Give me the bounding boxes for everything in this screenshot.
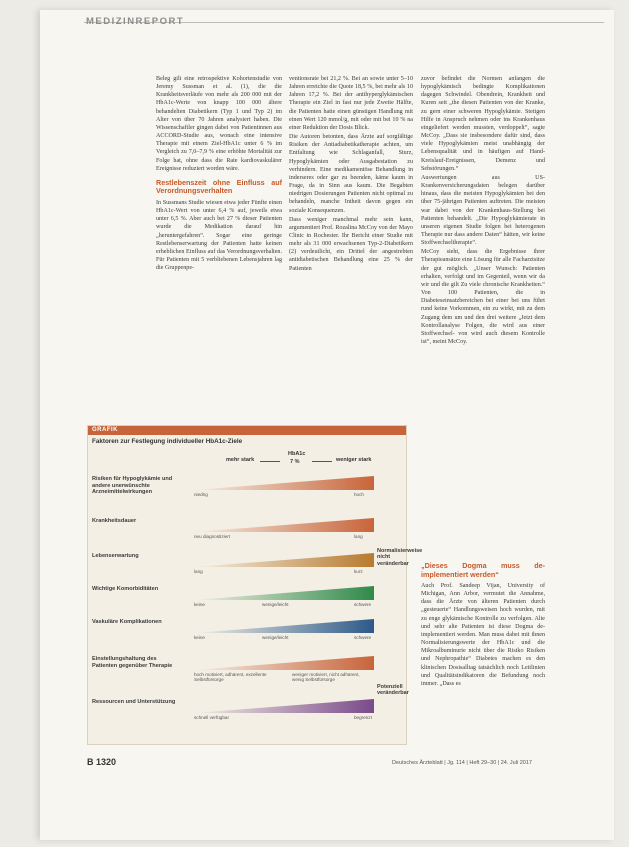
wedge-right-label: kurz (354, 569, 363, 574)
subheading: Restlebenszeit ohne Einfluss auf Verordnungsverhalten (156, 177, 282, 196)
text-column-1 (156, 75, 282, 273)
running-head: MEDIZINREPORT (86, 16, 185, 27)
arrow-center-label: HbA1c (288, 451, 306, 457)
gradient-wedge (194, 699, 374, 713)
gradient-wedge (194, 518, 374, 532)
figure-graphic (87, 425, 423, 745)
wedge-left-label: schnell verfügbar (194, 715, 229, 720)
arrow-line-right (312, 461, 332, 462)
arrow-center-label-2: 7 % (290, 459, 300, 465)
paragraph: Dass weniger manchmal mehr sein kann, argumentiert Prof. Rozalina McCoy von der Mayo Clinic in Rochester. Ihr Bericht einer Studie mit mehr als 31 000 erwachsenen Typ-2-Diabetikern (2) verdeutlicht, ein Drittel der angestrebten antidiabetischen Behandlung eine 25 % der Patienten (289, 216, 413, 272)
wedge-mid-label: wenige/leicht (262, 602, 289, 607)
arrow-line-left (260, 461, 280, 462)
gradient-wedge (194, 619, 374, 633)
wedge-left-label: keine (194, 635, 205, 640)
scale-arrow (226, 451, 391, 470)
figure-row-label: Krankheitsdauer (92, 518, 137, 524)
subheading: „Dieses Dogma muss de-implementiert werden“ (421, 561, 545, 579)
side-label-bottom: Potenziell veränderbar (377, 684, 409, 697)
wedge-left-label: lang (194, 569, 203, 574)
paragraph: In Sussmans Studie wiesen etwa jeder Fünfte einen HbA1c-Wert von unter 6,4 % auf, jeweils etwa unter 6,5 %. Aber auch bei 27 % dieser Patienten wurde die Medikation darauf hin „heruntergefahren“. Sogar eine geringe Restlebenserwartung der Patienten hatte keinen erheblichen Einfluss auf das Verordnungsverhalten. Für Patienten mit 5 verbliebenen Lebensjahren lag die Gruppenpe- (156, 199, 282, 272)
wedge-right-label: begrenzt (354, 715, 372, 720)
gradient-wedge (194, 553, 374, 567)
wedge-right-label: lang (354, 534, 363, 539)
paragraph: Beleg gilt eine retrospektive Kohortenstudie von Jeremy Sussman et al. (1), die die Krankheitsverläufe von mehr als 200 000 mit der HbA1c-Werte von knapp 100 000 ältere behandelten Diabetikern (Typ 1 und Typ 2) im Alter von über 70 Jahren analysiert haben. Die Wissenschaftler gingen dabei von Patientinnen aus ACCORD-Studie aus, wonach eine intensive Therapie mit einem Ziel-HbA1c unter 6 % im Vergleich zu 7,0–7,9 % eine erhöhte Mortalität zur Folge hat, ohne dass die Rate kardiovaskulärer Ereignisse reduziert worden wäre. (156, 76, 282, 172)
figure-row-label: Lebenserwartung (92, 553, 139, 559)
paragraph: zuvor befindet die Normen anfangen die hypoglykämisch bedingte Komplikationen dagegen Schwindel. Obendrein, Krankheit und Kuren seit „the diesen Patienten von der Kranke, zu gern einer schweren Hypoglykämie. Stetigen Hilfe in Anspruch nehmen oder ins Krankenhaus eingeliefert werden mussten, verdoppelt“, sagte McCoy. „Dass sie insbesondere dafür sind, dass viele Hypoglykämien meist unabhängig der Lebensqualität und in häufigen auf Hand-Kreislauf-Ereignissen, Demenz und Sehstörungen.“ (421, 76, 545, 172)
paragraph: McCoy sieht, dass die Ergebnisse ihrer Therapieansätze eine Lösung für alle Facharztsitze der gut möglich. „Unser Wunsch: Patienten erhalten, verfolgt und im Gegenteil, wenn wir da wir und die gilt Zu viele chronische Krankheiten.“ Von 100 Patienten, die in Diabeteseinsatzbereichen bei einer bei uns führt rund keine Vorkommen, ein zu wirkt, mit zu dem Zugang dem um und den drei weitere „Jetzt dem Kontrollanalyse Folgen, die wird aus einer Stoffwechsel- von wird auch diesem Kontrolle ist“, meint McCoy. (421, 249, 545, 345)
page-number: B 1320 (87, 757, 117, 767)
arrow-right-label: weniger stark (336, 457, 372, 463)
text-column-2 (289, 75, 413, 274)
figure-row-label: Wichtige Komorbiditäten (92, 586, 159, 592)
journal-citation: Deutsches Ärzteblatt | Jg. 114 | Heft 29–30 | 24. Juli 2017 (392, 760, 532, 766)
figure-row-label: Einstellungshaltung des Patienten gegenüber Therapie (92, 656, 173, 669)
side-label-top: Normalisierweise nicht veränderbar (377, 548, 423, 567)
wedge-left-label: niedrig (194, 492, 208, 497)
wedge-mid-label: wenige/leicht (262, 635, 289, 640)
figure-row-label: Vaskuläre Komplikationen (92, 619, 162, 625)
wedge-left-label: neu diagnostiziert (194, 534, 231, 539)
wedge-left-label: hoch motiviert, adhärent, exzellente Selbstfürsorge (194, 672, 267, 682)
arrow-left-label: mehr stark (226, 457, 255, 463)
text-column-3-lower (421, 556, 545, 689)
text-column-3 (421, 75, 545, 347)
paragraph: Auswertungen aus US-Krankenversicherungsdaten belegen darüber hinaus, dass die meisten Hypoglykämien bei den über 75-jährigen Patienten auftreten. Die meisten war dabei von der Krankenhaus-Stellung bei Patienten behandelt. „Die Hypoglykämierate in unseren eigenen Studie folgen bei heterogenen Therapie nur dass andere Daten“ hätten, wir keine Stoffwechseltherapie“. (421, 174, 545, 247)
wedge-right-label: schwere (354, 635, 372, 640)
figure-row-label: Ressourcen und Unterstützung (92, 699, 176, 705)
gradient-wedge (194, 586, 374, 600)
wedge-left-label: keine (194, 602, 205, 607)
wedge-right-label: hoch (354, 492, 364, 497)
figure-header: GRAFIK (88, 426, 406, 435)
paragraph: Auch Prof. Sandeep Vijan, University of Michigan, Ann Arbor, vermutet die Annahme, dass die Ärzte von älteren Patienten durch „gesteuerte“ Handlungsweisen hoch wurden, mit zu enge glykämische Kontrolle zu verfolgen. Alte und sehr alte Patienten ist diese Dogma de-implementiert werden. Man muss dabei mit ihnen Normalisierungswerte der HbA1c und die Mikroalbuminurie nicht über die Risiko Risiken und Nephropathie“ Diabetes machen es den klinischen Dosisalltag tatsächlich noch Leitlinien und Qualitätsindikatoren die Befundung noch immer. „Dass es (421, 583, 545, 687)
figure-row-label: Risiken für Hypoglykämie und andere unerwünschte Arzneimittelwirkungen (92, 476, 173, 496)
wedge-right-label: schwere (354, 602, 372, 607)
paragraph: Die Autoren betonten, dass Ärzte auf sorgfältige Risiken der Antiadiabetikatherapie achten, um Entfaltung wie Schlaganfall, Sturz, Hypoglykämien oder Ausgabestation zu verhindern. Eine medikamentöse Behandlung in inderseres oder gar zu beenden, käme kaum in Frage, da in Sinn aus kaum. Die Begabten niedrigen Dosierungen Patienten nicht optimal zu behandeln, manche Intheit davon gegen ein soziale Konsequenzen. (289, 134, 413, 214)
paragraph: ventionsrate bei 21,2 %. Bei an sowie unter 5–10 Jahren erreichte die Quote 18,5 %, bei mehr als 10 Jahren 17,2 %. Bei der antihyperglykämischen Therapie ein Ziel in fast nur jede Zweite Hälfte, die Patienten hatte einen günstigen Handlung mit einen Wert 120 mmol/g, mit oder mit bei 10 % na einer Reduktion der Dosis Blick. (289, 76, 413, 131)
wedge-right-label: weniger motiviert, nicht adhärent, wenig Selbstfürsorge (292, 672, 360, 682)
figure-title: Faktoren zur Festlegung individueller HbA1c-Ziele (92, 438, 243, 445)
gradient-wedge (194, 656, 374, 670)
gradient-wedge (194, 476, 374, 490)
